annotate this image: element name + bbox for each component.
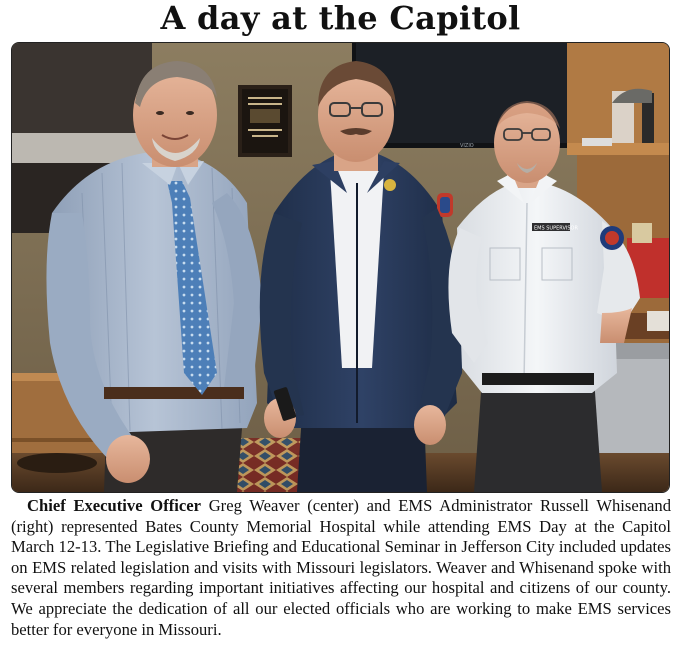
monitor-brand-label: VIZIO bbox=[460, 143, 474, 149]
caption-lead: Chief Executive Officer bbox=[27, 496, 201, 515]
uniform-name-patch: EMS SUPERVISOR bbox=[534, 225, 578, 232]
wall-plaque bbox=[238, 85, 292, 157]
photo-caption bbox=[11, 496, 671, 640]
group-photo bbox=[11, 42, 670, 493]
headline: A day at the Capitol bbox=[160, 0, 521, 37]
caption-body: Greg Weaver (center) and EMS Administrator Russell Whisenand (right) represented Bates County Memorial Hospital while attending EMS Day at the Capitol March 12-13. The Legislative Briefing and Educational Seminar in Jefferson City included updates on EMS related legislation and visits with Missouri legislators. Weaver and Whisenand spoke with several members regarding important initiatives affecting our hospital and citizens of our county. We appreciate the dedication of all our elected officials who are working to make EMS services better for everyone in Missouri. bbox=[11, 496, 671, 639]
